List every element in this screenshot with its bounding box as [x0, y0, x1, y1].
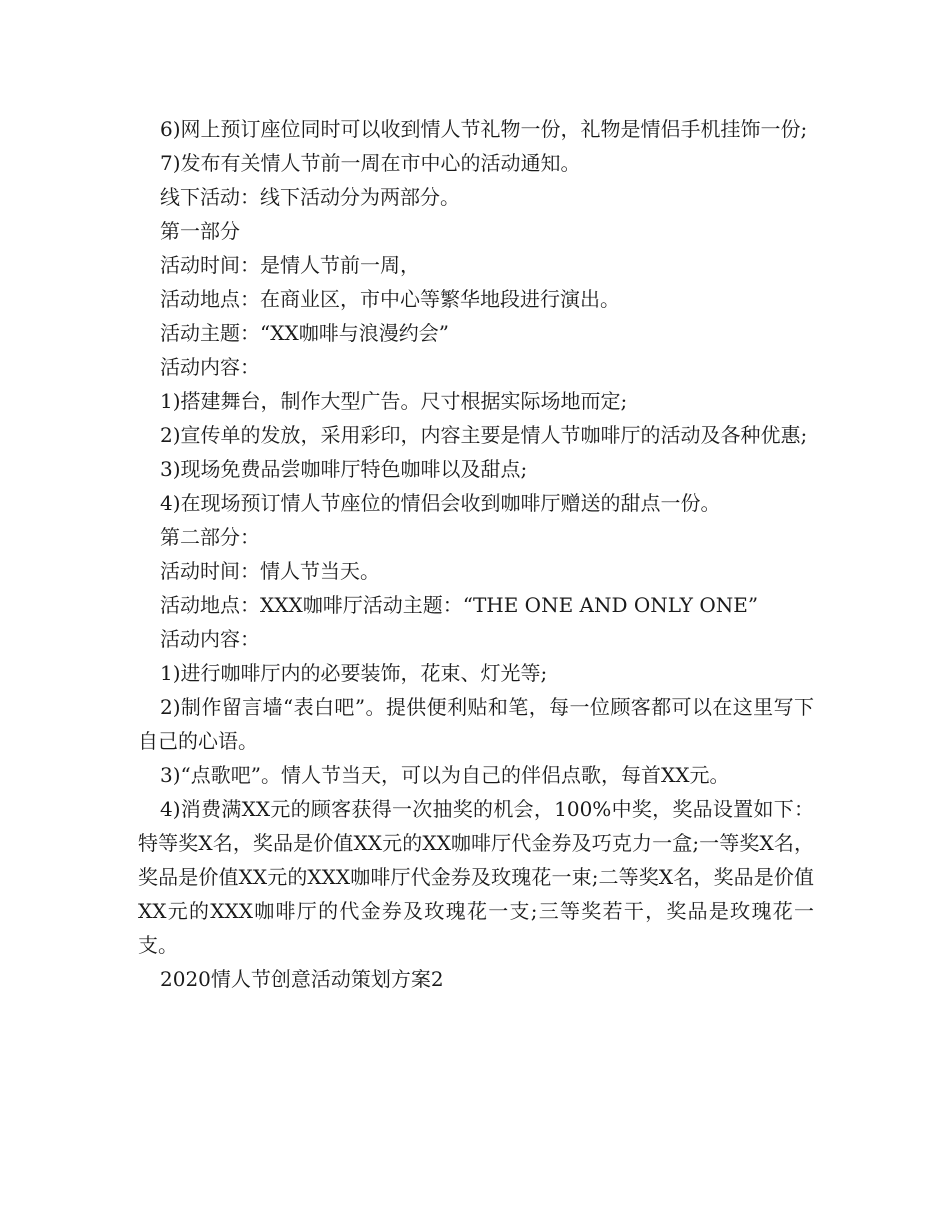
paragraph-part-one-location: 活动地点：在商业区，市中心等繁华地段进行演出。 [160, 287, 620, 311]
paragraph-part-two-content-label: 活动内容： [160, 627, 260, 651]
list-item-tasting: 3)现场免费品尝咖啡厅特色咖啡以及甜点; [160, 457, 528, 481]
document-body [138, 112, 814, 996]
paragraph-online-notice: 7)发布有关情人节前一周在市中心的活动通知。 [160, 151, 581, 175]
list-item-song-request: 3)“点歌吧”。情人节当天，可以为自己的伴侣点歌，每首XX元。 [160, 763, 730, 787]
paragraph-offline-intro: 线下活动：线下活动分为两部分。 [160, 185, 460, 209]
paragraph-part-two-time: 活动时间：情人节当天。 [160, 559, 380, 583]
section-heading-plan-two: 2020情人节创意活动策划方案2 [160, 967, 444, 991]
list-item-lottery: 4)消费满XX元的顾客获得一次抽奖的机会，100%中奖，奖品设置如下：特等奖X名，奖品是价值XX元的XX咖啡厅代金券及巧克力一盒;一等奖X名，奖品是价值XX元的XXX咖啡厅代金券及玫瑰花一束;二等奖X名，奖品是价值XX元的XXX咖啡厅的代金券及玫瑰花一支;三等奖若干，奖品是玫瑰花一支。 [138, 797, 814, 957]
paragraph-part-one-theme: 活动主题：“XX咖啡与浪漫约会” [160, 321, 449, 345]
section-heading-part-one: 第一部分 [160, 219, 240, 243]
list-item-message-wall: 2)制作留言墙“表白吧”。提供便利贴和笔，每一位顾客都可以在这里写下自己的心语。 [138, 695, 814, 753]
list-item-flyers: 2)宣传单的发放，采用彩印，内容主要是情人节咖啡厅的活动及各种优惠; [160, 423, 808, 447]
section-heading-part-two: 第二部分： [160, 525, 260, 549]
list-item-dessert-gift: 4)在现场预订情人节座位的情侣会收到咖啡厅赠送的甜点一份。 [160, 491, 721, 515]
paragraph-part-one-content-label: 活动内容： [160, 355, 260, 379]
paragraph-part-one-time: 活动时间：是情人节前一周， [160, 253, 420, 277]
paragraph-online-gift: 6)网上预订座位同时可以收到情人节礼物一份，礼物是情侣手机挂饰一份; [160, 117, 808, 141]
list-item-decoration: 1)进行咖啡厅内的必要装饰，花束、灯光等; [160, 661, 548, 685]
list-item-stage: 1)搭建舞台，制作大型广告。尺寸根据实际场地而定; [160, 389, 628, 413]
paragraph-part-two-location-theme: 活动地点：XXX咖啡厅活动主题：“THE ONE AND ONLY ONE” [160, 593, 759, 617]
